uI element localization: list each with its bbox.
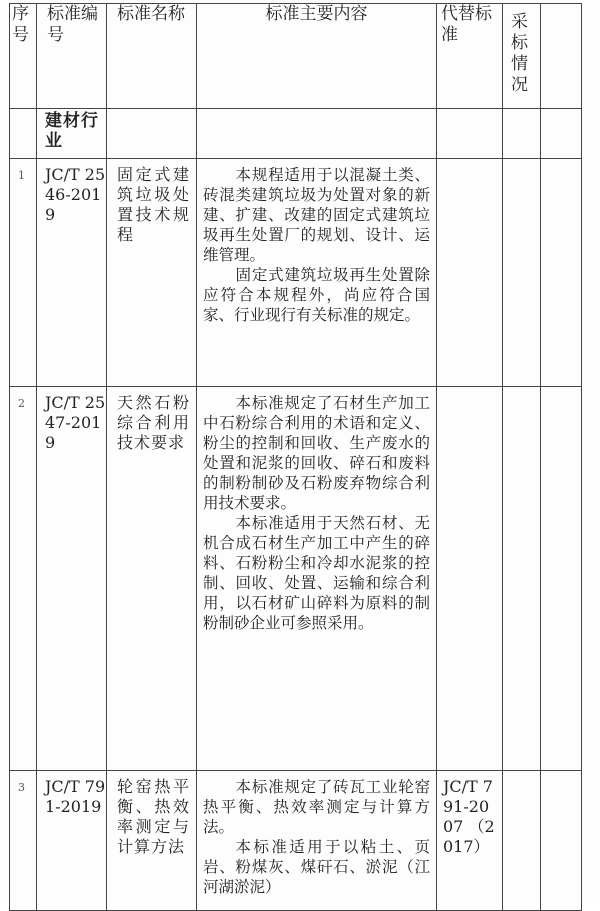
row-std-name: 天然石粉综合利用技术要求 xyxy=(107,387,197,771)
header-row xyxy=(10,4,582,109)
row-seq: 3 xyxy=(10,771,37,911)
content-paragraph: 固定式建筑垃圾再生处置除应符合本规程外，尚应符合国家、行业现行有关标准的规定。 xyxy=(203,266,430,324)
row-replaces xyxy=(437,387,503,771)
table-row xyxy=(10,387,582,771)
header-replaces: 代替标准 xyxy=(437,4,503,109)
row-std-number: JC/T 2547-2019 xyxy=(37,387,107,771)
header-adoption: 采标情况 xyxy=(503,4,541,109)
header-std-name: 标准名称 xyxy=(107,4,197,109)
row-content xyxy=(197,771,437,911)
row-content xyxy=(197,387,437,771)
header-main-content: 标准主要内容 xyxy=(197,4,437,109)
row-adoption xyxy=(503,159,541,387)
content-paragraph: 本标准规定了石材生产加工中石粉综合利用的术语和定义、粉尘的控制和回收、生产废水的处置和泥浆的回收、碎石和废料的制粉制砂及石粉废弃物综合利用技术要求。 xyxy=(203,394,430,512)
header-extra xyxy=(541,4,582,109)
row-adoption xyxy=(503,771,541,911)
section-row xyxy=(10,109,582,159)
header-std-number: 标准编号 xyxy=(37,4,107,109)
row-replaces xyxy=(437,159,503,387)
table-row xyxy=(10,159,582,387)
row-std-name: 固定式建筑垃圾处置技术规程 xyxy=(107,159,197,387)
content-paragraph: 本标准适用于以粘土、页岩、粉煤灰、煤矸石、淤泥（江河湖淤泥） xyxy=(203,838,430,896)
section-label: 建材行业 xyxy=(37,109,107,159)
row-seq: 1 xyxy=(10,159,37,387)
row-std-number: JC/T 791-2019 xyxy=(37,771,107,911)
table-row xyxy=(10,771,582,911)
content-paragraph: 本标准规定了砖瓦工业轮窑热平衡、热效率测定与计算方法。 xyxy=(203,778,430,836)
row-std-number: JC/T 2546-2019 xyxy=(37,159,107,387)
content-paragraph: 本标准适用于天然石材、无机合成石材生产加工中产生的碎料、石粉粉尘和冷却水泥浆的控制、回收、处置、运输和综合利用，以石材矿山碎料为原料的制粉制砂企业可参照采用。 xyxy=(203,514,430,632)
row-content xyxy=(197,159,437,387)
content-paragraph: 本规程适用于以混凝土类、砖混类建筑垃圾为处置对象的新建、扩建、改建的固定式建筑垃圾再生处置厂的规划、设计、运维管理。 xyxy=(203,166,430,264)
row-replaces: JC/T 791-2007 （2017） xyxy=(437,771,503,911)
standards-table xyxy=(9,3,582,911)
row-std-name: 轮窑热平衡、热效率测定与计算方法 xyxy=(107,771,197,911)
row-adoption xyxy=(503,387,541,771)
row-seq: 2 xyxy=(10,387,37,771)
header-seq: 序号 xyxy=(10,4,37,109)
